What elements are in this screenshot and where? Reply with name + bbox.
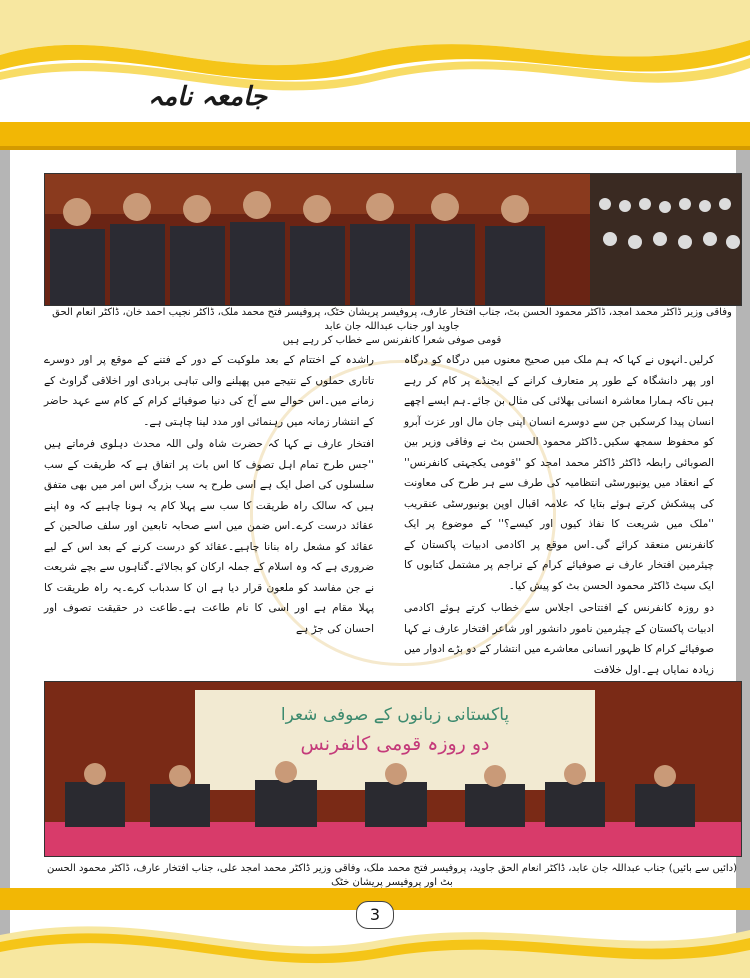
article-column-left [44, 350, 374, 641]
paragraph: راشدہ کے اختتام کے بعد ملوکیت کے دور کے فتنے کے موقع پر اور دوسرے تاتاری حملوں کے نتیجے میں پھیلنے والی تباہی بربادی اور اخلاقی گراوٹ کے زمانے میں۔اس حوالے سے آج کی دنیا صوفیائے کرام کے کام سے عہد حاضر کے انتشار زمانہ میں رہنمائی اور مدد لینا چاہتی ہے۔ [44, 354, 374, 428]
paragraph: کرلیں۔انہوں نے کہا کہ ہم ملک میں صحیح معنوں میں درگاہ کو درگاہ اور پھر دانشگاہ کے طور پر متعارف کرانے کے ایجنڈے پر کام کر رہے ہیں تاکہ ہمارا معاشرہ انسانی بھلائی کی مثال بن جائے۔ہم ایسے اچھے انسان پیدا کرسکیں جن سے دوسرے انسان اپنی جان مال اور عزت آبرو کو محفوظ سمجھ سکیں۔ڈاکٹر محمود الحسن بٹ نے وفاقی وزیر بین الصوبائی رابطہ ڈاکٹر ڈاکٹر محمد امجد کو ''قومی یکجہتی کانفرنس'' کے انعقاد میں یونیورسٹی انتظامیہ کی طرف سے ہر طرح کی معاونت کی پیشکش کرتے ہوئے بتایا کہ علامہ اقبال اوپن یونیورسٹی عنقریب ''ملک میں شریعت کا نفاذ کیوں اور کیسے؟'' کے موضوع پر ایک کانفرنس منعقد کرائے گی۔اس موقع پر اکادمی ادبیات پاکستان کے چیئرمین افتخار عارف نے صوفیائے کرام کے تراجم پر مشتمل کتابوں کا ایک سیٹ ڈاکٹر محمود الحسن بٹ کو پیش کیا۔ [404, 354, 714, 592]
banner-line-2: دو روزہ قومی کانفرنس [300, 733, 490, 755]
top-photo-caption [44, 306, 740, 348]
paragraph: افتخار عارف نے کہا کہ حضرت شاہ ولی اللہ محدث دہلوی فرماتے ہیں ''جس طرح تمام اہل تصوف کا اس بات پر اتفاق ہے کہ طریقت کے سب سلسلوں کی اصل ایک ہے اسی طرح یہ سب بزرگ اس امر میں بھی متفق ہیں کہ سالک راہ طریقت کا سب سے پہلا کام یہ ہونا چاہیے کہ وہ اپنے عقائد درست کرے۔اس ضمن میں اسے صحابہ تابعین اور سلف صالحین کے عقائد کو مشعل راہ بنانا چاہیے۔عقائد کو درست کرنے کے بعد اس کے لیے ضروری ہے کہ وہ اسلام کے جملہ ارکان کو بجالائے۔گناہوں سے بچے شریعت نے جن مفاسد کو ملعون قرار دیا ہے ان کا سدباب کرے۔یہ راہ طریقت کا پہلا مقام ہے اور اسی کا نام طاعت ہے۔طاعت در حقیقت تصوف اور احسان کی جڑ ہے [44, 438, 374, 635]
bottom-photo [44, 681, 742, 857]
article-column-right [404, 350, 714, 682]
bottom-photo-caption: (دائیں سے بائیں) جناب عبداللہ جان عابد، ڈاکٹر انعام الحق جاوید، پروفیسر فتح محمد ملک، وفاقی وزیر ڈاکٹر محمد امجد علی، جناب افتخار عارف، ڈاکٹر محمود الحسن بٹ اور پروفیسر پریشان خٹک [46, 863, 738, 888]
page-number: 3 [356, 901, 394, 929]
header-wave-band [0, 0, 750, 150]
top-caption-line-2: قومی صوفی شعرا کانفرنس سے خطاب کر رہے ہیں [282, 335, 502, 346]
banner-line-1: پاکستانی زبانوں کے صوفی شعرا [280, 705, 510, 725]
paragraph: دو روزہ کانفرنس کے افتتاحی اجلاس سے خطاب کرتے ہوئے اکادمی ادبیات پاکستان کے چیئرمین نامور دانشور اور شاعر افتخار عارف نے کہا صوفیائے کرام کا ظہور انسانی معاشرے میں انتشار کے دو بڑے ادوار میں زیادہ نمایاں ہے۔اول خلافت [404, 602, 714, 676]
left-margin-rule [0, 150, 10, 978]
top-photo [44, 173, 742, 306]
section-title: جامعہ نامہ [148, 82, 268, 112]
top-caption-line-1: وفاقی وزیر ڈاکٹر محمد امجد، ڈاکٹر محمود الحسن بٹ، جناب افتخار عارف، پروفیسر پریشان خٹک، پروفیسر فتح محمد ملک، ڈاکٹر نجیب احمد خان، ڈاکٹر انعام الحق جاوید اور جناب عبداللہ جان عابد [52, 307, 732, 332]
